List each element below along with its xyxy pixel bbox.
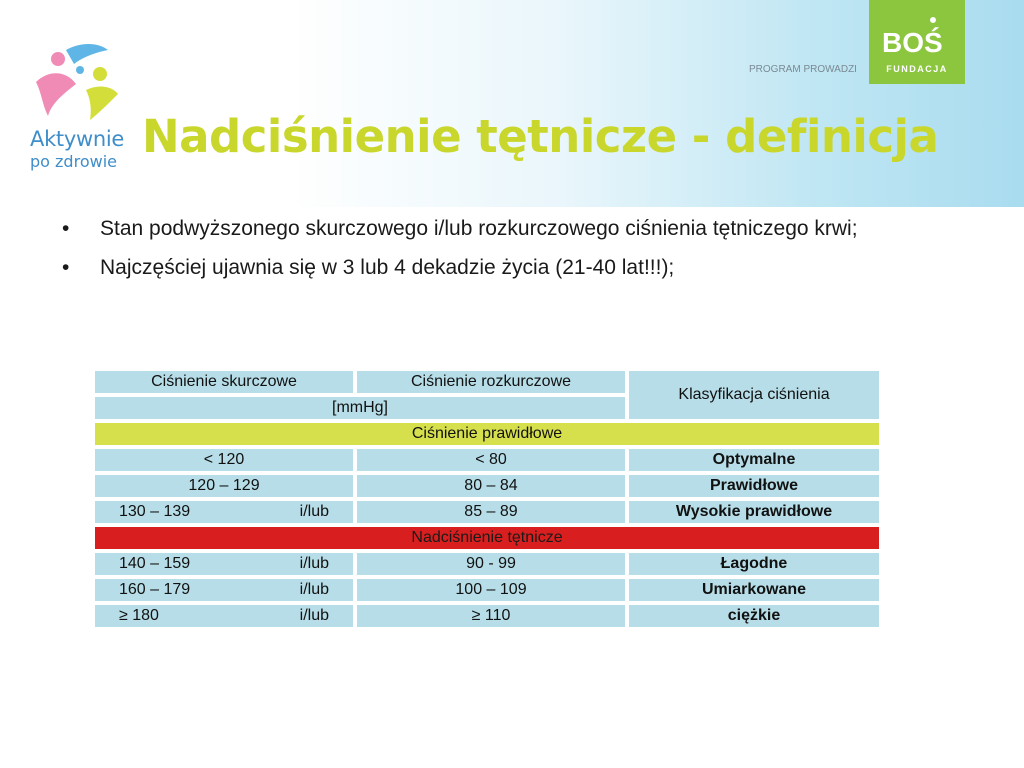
connector-text: i/lub — [299, 503, 329, 520]
systolic-value: 140 – 159 — [119, 555, 191, 572]
bullet-icon: • — [62, 256, 70, 279]
table-row — [95, 605, 879, 627]
bos-subtitle: FUNDACJA — [886, 64, 948, 74]
section-row-hypertension — [95, 527, 879, 549]
classification-cell: Wysokie prawidłowe — [629, 501, 879, 523]
bullet-list — [62, 212, 922, 290]
table-row — [95, 553, 879, 575]
header-diastolic: Ciśnienie rozkurczowe — [357, 371, 625, 393]
classification-cell: ciężkie — [629, 605, 879, 627]
systolic-cell — [95, 605, 353, 627]
header-systolic: Ciśnienie skurczowe — [95, 371, 353, 393]
section-row-normal — [95, 423, 879, 445]
header-classification: Klasyfikacja ciśnienia — [629, 371, 879, 419]
aktywnie-logo — [28, 40, 138, 175]
systolic-cell: 120 – 129 — [95, 475, 353, 497]
diastolic-cell: ≥ 110 — [357, 605, 625, 627]
program-label: PROGRAM PROWADZI — [749, 64, 857, 75]
classification-cell: Łagodne — [629, 553, 879, 575]
bullet-icon: • — [62, 217, 70, 240]
systolic-cell — [95, 553, 353, 575]
diastolic-cell: 100 – 109 — [357, 579, 625, 601]
bullet-text: Stan podwyższonego skurczowego i/lub rozkurczowego ciśnienia tętniczego krwi; — [100, 217, 858, 240]
diastolic-cell: < 80 — [357, 449, 625, 471]
systolic-value: ≥ 180 — [119, 607, 159, 624]
table-row — [95, 449, 879, 471]
blood-pressure-table — [95, 367, 879, 631]
classification-cell: Optymalne — [629, 449, 879, 471]
connector-text: i/lub — [299, 607, 329, 624]
header-unit: [mmHg] — [95, 397, 625, 419]
connector-text: i/lub — [299, 555, 329, 572]
systolic-cell: < 120 — [95, 449, 353, 471]
table-row — [95, 475, 879, 497]
systolic-value: 130 – 139 — [119, 503, 191, 520]
section-hypertension-label: Nadciśnienie tętnicze — [95, 527, 879, 549]
systolic-cell — [95, 501, 353, 523]
logo-text-line2: po zdrowie — [30, 152, 117, 171]
bullet-item — [62, 212, 922, 245]
systolic-value: 160 – 179 — [119, 581, 191, 598]
figures-logo-icon — [28, 40, 138, 130]
diastolic-cell: 80 – 84 — [357, 475, 625, 497]
connector-text: i/lub — [299, 581, 329, 598]
table-row — [95, 501, 879, 523]
section-normal-label: Ciśnienie prawidłowe — [95, 423, 879, 445]
classification-cell: Prawidłowe — [629, 475, 879, 497]
bullet-text: Najczęściej ujawnia się w 3 lub 4 dekadzie życia (21-40 lat!!!); — [100, 256, 675, 279]
header-row — [95, 371, 879, 393]
table-row — [95, 579, 879, 601]
logo-text-line1: Aktywnie — [30, 127, 125, 151]
bos-foundation-badge — [869, 0, 965, 84]
diastolic-cell: 85 – 89 — [357, 501, 625, 523]
bos-wordmark: BOŚ — [882, 27, 943, 58]
bullet-item — [62, 251, 922, 284]
diastolic-cell: 90 - 99 — [357, 553, 625, 575]
page-title: Nadciśnienie tętnicze - definicja — [142, 110, 939, 163]
systolic-cell — [95, 579, 353, 601]
classification-cell: Umiarkowane — [629, 579, 879, 601]
